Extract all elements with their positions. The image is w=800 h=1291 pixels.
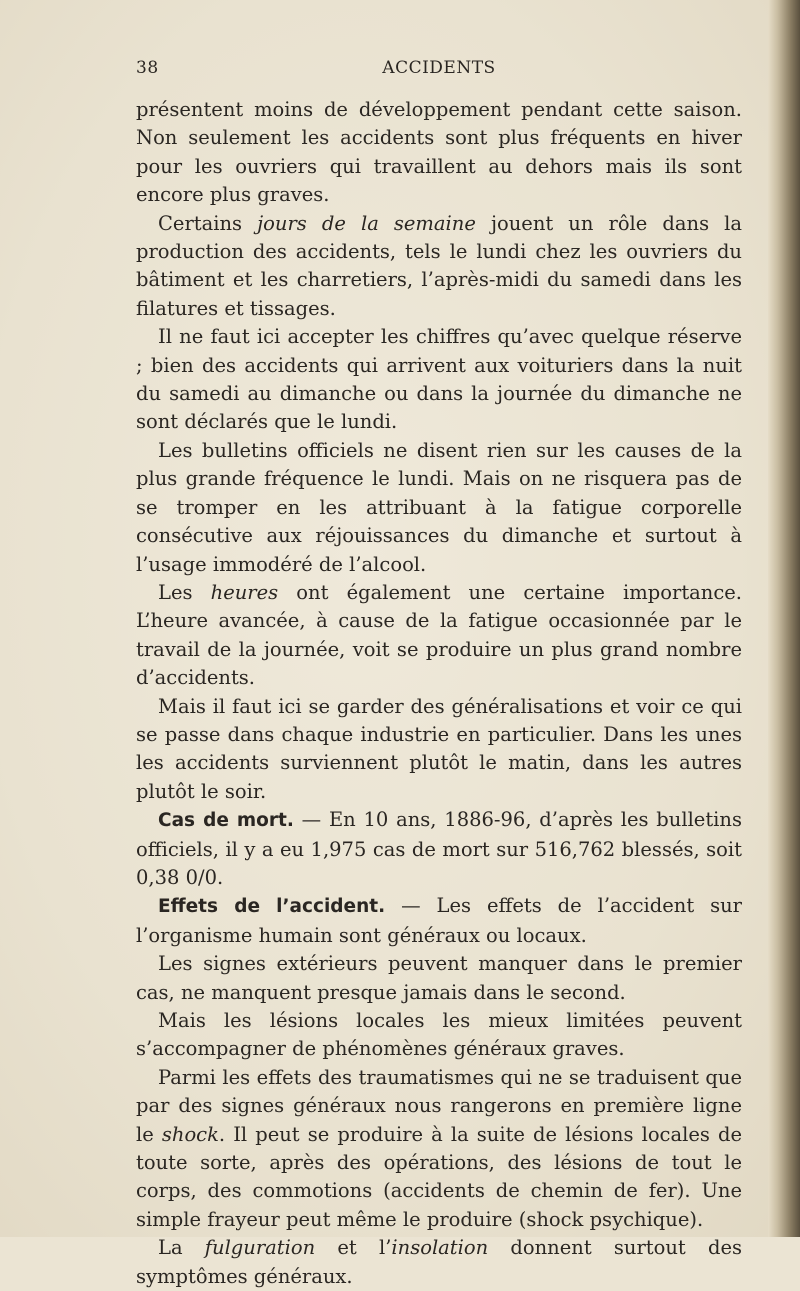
book-binding-edge bbox=[768, 0, 800, 1237]
page-number: 38 bbox=[136, 58, 159, 78]
paragraph: Les heures ont également une certaine importance. L’heure avancée, à cause de la fatigue occasionnée par le travail de la journée, voit se produire un plus grand nombre d’accidents. bbox=[136, 580, 743, 690]
paragraph: Les bulletins officiels ne disent rien sur les causes de la plus grande fréquence le lundi. Mais on ne risquera pas de se tromper en les attribuant à la fatigue corporelle consécutive aux réjouissances du dimanche et surtout à l’usage immodéré de l’alcool. bbox=[136, 438, 742, 576]
paragraph: Certains jours de la semaine jouent un rôle dans la production des accidents, tels le lundi chez les ouvriers du bâtiment et les charretiers, l’après-midi du samedi dans les filatures et tissages. bbox=[136, 211, 743, 320]
paragraph: La fulguration et l’insolation donnent surtout des symptômes généraux. bbox=[136, 1236, 742, 1288]
running-title: ACCIDENTS bbox=[382, 58, 496, 78]
emphasis: shock bbox=[161, 1122, 219, 1146]
emphasis: fulguration bbox=[204, 1236, 316, 1260]
paragraph: Parmi les effets des traumatismes qui ne se traduisent que par des signes généraux nous rangerons en première ligne le shock. Il peut se produire à la suite de lésions locales de toute sorte, après des opérations, des lésions de tout le corps, des commotions (accidents de chemin de fer). Une simple frayeur peut même le produire (shock psychique). bbox=[136, 1065, 742, 1231]
section-heading: Effets de l’accident. bbox=[158, 896, 386, 918]
paragraph: Il ne faut ici accepter les chiffres qu’avec quelque réserve ; bien des accidents qui arrivent aux voituriers dans la nuit du samedi au dimanche ou dans la journée du dimanche ne sont déclarés que le lundi. bbox=[136, 325, 742, 434]
emphasis: jours de la semaine bbox=[257, 211, 476, 235]
body-text bbox=[136, 96, 742, 1291]
paragraph: Effets de l’accident. — Les effets de l’accident sur l’organisme humain sont généraux ou locaux. bbox=[136, 894, 743, 947]
page-header bbox=[136, 58, 742, 88]
paragraph: Mais les lésions locales les mieux limitées peuvent s’accompagner de phénomènes généraux graves. bbox=[136, 1009, 742, 1061]
paragraph: Les signes extérieurs peuvent manquer dans le premier cas, ne manquent presque jamais dans le second. bbox=[136, 952, 742, 1004]
emphasis: insolation bbox=[391, 1236, 489, 1260]
emphasis: heures bbox=[210, 580, 279, 604]
paragraph: Mais il faut ici se garder des généralisations et voir ce qui se passe dans chaque industrie en particulier. Dans les unes les accidents surviennent plutôt le matin, dans les autres plutôt le soir. bbox=[136, 694, 742, 803]
paragraph: présentent moins de développement pendant cette saison. Non seulement les accidents sont plus fréquents en hiver pour les ouvriers qui travaillent au dehors mais ils sont encore plus graves. bbox=[136, 98, 742, 207]
section-heading: Cas de mort. bbox=[158, 810, 294, 832]
paragraph: Cas de mort. — En 10 ans, 1886-96, d’après les bulletins officiels, il y a eu 1,975 cas de mort sur 516,762 blessés, soit 0,38 0/0. bbox=[136, 808, 742, 889]
